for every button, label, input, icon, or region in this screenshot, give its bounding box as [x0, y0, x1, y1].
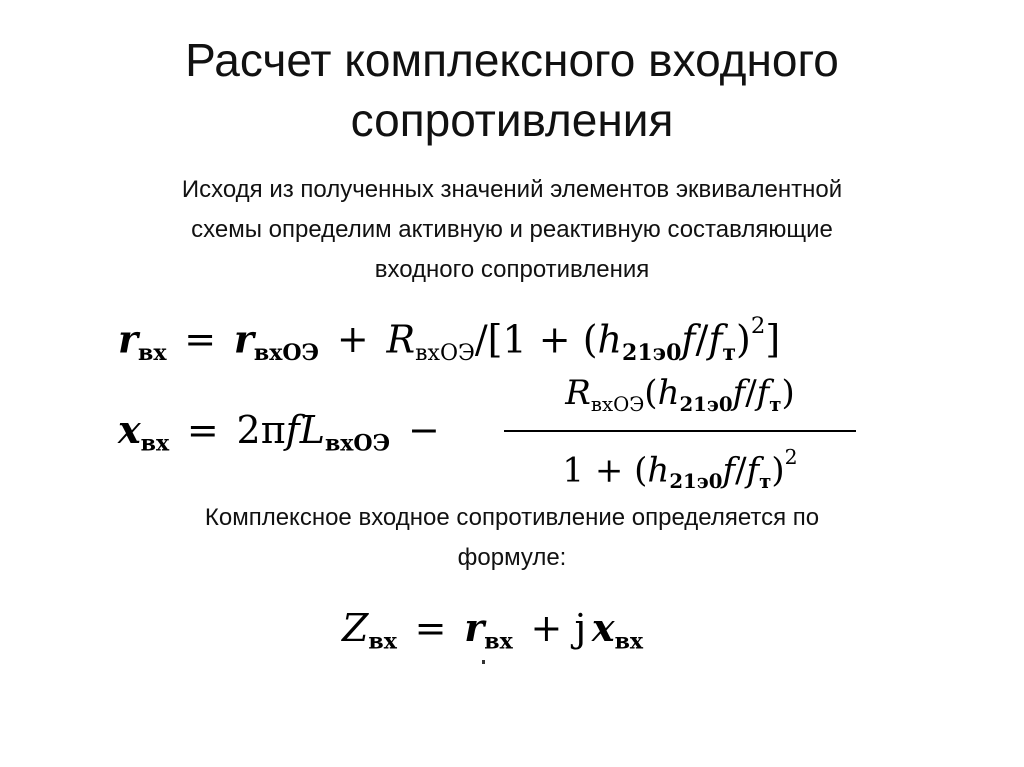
z-in-eq: =: [414, 606, 447, 650]
r-in-f: f: [681, 317, 696, 362]
x-in-num-f: f: [732, 373, 746, 413]
z-in-r-var: r: [464, 605, 485, 650]
r-in-div: /: [695, 317, 709, 362]
slide-title: [60, 30, 964, 150]
x-in-den-one: 1 +: [562, 450, 624, 491]
formula-x-input: [118, 402, 445, 472]
x-in-den-div: /: [735, 450, 747, 491]
r-in-h-var: h: [597, 317, 623, 362]
title-line-2: сопротивления: [350, 94, 674, 146]
intro-line-3: входного сопротивления: [374, 256, 650, 283]
r-in-t2-var: R: [386, 317, 416, 362]
x-in-coef: 2π: [236, 408, 286, 452]
formula-z-input: [342, 600, 643, 670]
r-in-t1-sub: вхОЭ: [253, 340, 320, 367]
x-in-numerator: [500, 370, 860, 428]
r-in-t1-var: r: [233, 316, 254, 362]
x-in-num-div: /: [745, 373, 757, 413]
z-in-plus: + j: [530, 606, 587, 650]
intro-text: [40, 170, 984, 290]
r-in-close: ): [736, 317, 751, 362]
intro-line-2: схемы определим активную и реактивную составляющие: [191, 216, 833, 243]
x-in-num-h: h: [657, 373, 680, 413]
r-in-h-sub: 21э0: [622, 340, 682, 367]
x-in-num-h-sub: 21э0: [679, 391, 733, 416]
r-in-ft: f: [708, 317, 723, 362]
x-in-fraction: [500, 370, 860, 504]
paragraph-line-1: Комплексное входное сопротивление определяется по: [204, 504, 820, 531]
fraction-bar: [504, 430, 856, 432]
x-in-den-ft: f: [746, 450, 760, 491]
x-in-den-ft-sub: т: [759, 469, 772, 494]
x-in-eq: =: [186, 408, 219, 452]
paragraph-line-2: формуле:: [457, 544, 567, 571]
x-in-f: f: [285, 408, 300, 452]
r-in-exp: 2: [750, 313, 766, 339]
z-in-x-sub: вх: [614, 628, 644, 655]
stray-dot: [482, 660, 485, 664]
x-in-num-open: (: [644, 373, 658, 413]
x-in-num-ft: f: [756, 373, 770, 413]
x-in-den-exp: 2: [784, 444, 798, 469]
x-in-lhs-sub: вх: [140, 430, 170, 457]
r-in-ft-sub: т: [722, 340, 737, 367]
r-in-plus: +: [336, 317, 369, 362]
paragraph-text: [60, 498, 964, 578]
r-in-open-paren: (: [582, 317, 598, 362]
intro-line-1: Исходя из полученных значений элементов эквивалентной: [181, 176, 843, 203]
x-in-den-h-sub: 21э0: [669, 469, 723, 494]
x-in-num-R-sub: вхОЭ: [590, 392, 645, 416]
x-in-denominator: [500, 434, 860, 504]
title-line-1: Расчет комплексного входного: [185, 34, 839, 86]
r-in-slash: /[1 +: [474, 317, 571, 362]
x-in-den-close: ): [771, 450, 785, 491]
r-in-lhs-var: r: [118, 316, 139, 362]
z-in-lhs-sub: вх: [368, 628, 397, 655]
x-in-L-var: L: [299, 408, 325, 452]
z-in-lhs-var: Z: [342, 606, 369, 650]
x-in-L-sub: вхОЭ: [324, 430, 391, 457]
r-in-eq: =: [184, 317, 217, 362]
x-in-num-R: R: [565, 373, 591, 413]
x-in-lhs-var: x: [118, 407, 141, 452]
r-in-lhs-sub: вх: [138, 340, 167, 367]
z-in-r-sub: вх: [484, 628, 513, 655]
x-in-num-close: ): [781, 373, 795, 413]
x-in-den-open: (: [634, 450, 648, 491]
z-in-x-var: x: [591, 605, 615, 650]
x-in-num-ft-sub: т: [769, 391, 782, 416]
x-in-den-h: h: [647, 450, 670, 491]
x-in-minus: −: [407, 408, 440, 452]
r-in-end: ]: [765, 317, 781, 362]
x-in-den-f: f: [722, 450, 736, 491]
r-in-t2-sub: вхОЭ: [415, 341, 475, 367]
